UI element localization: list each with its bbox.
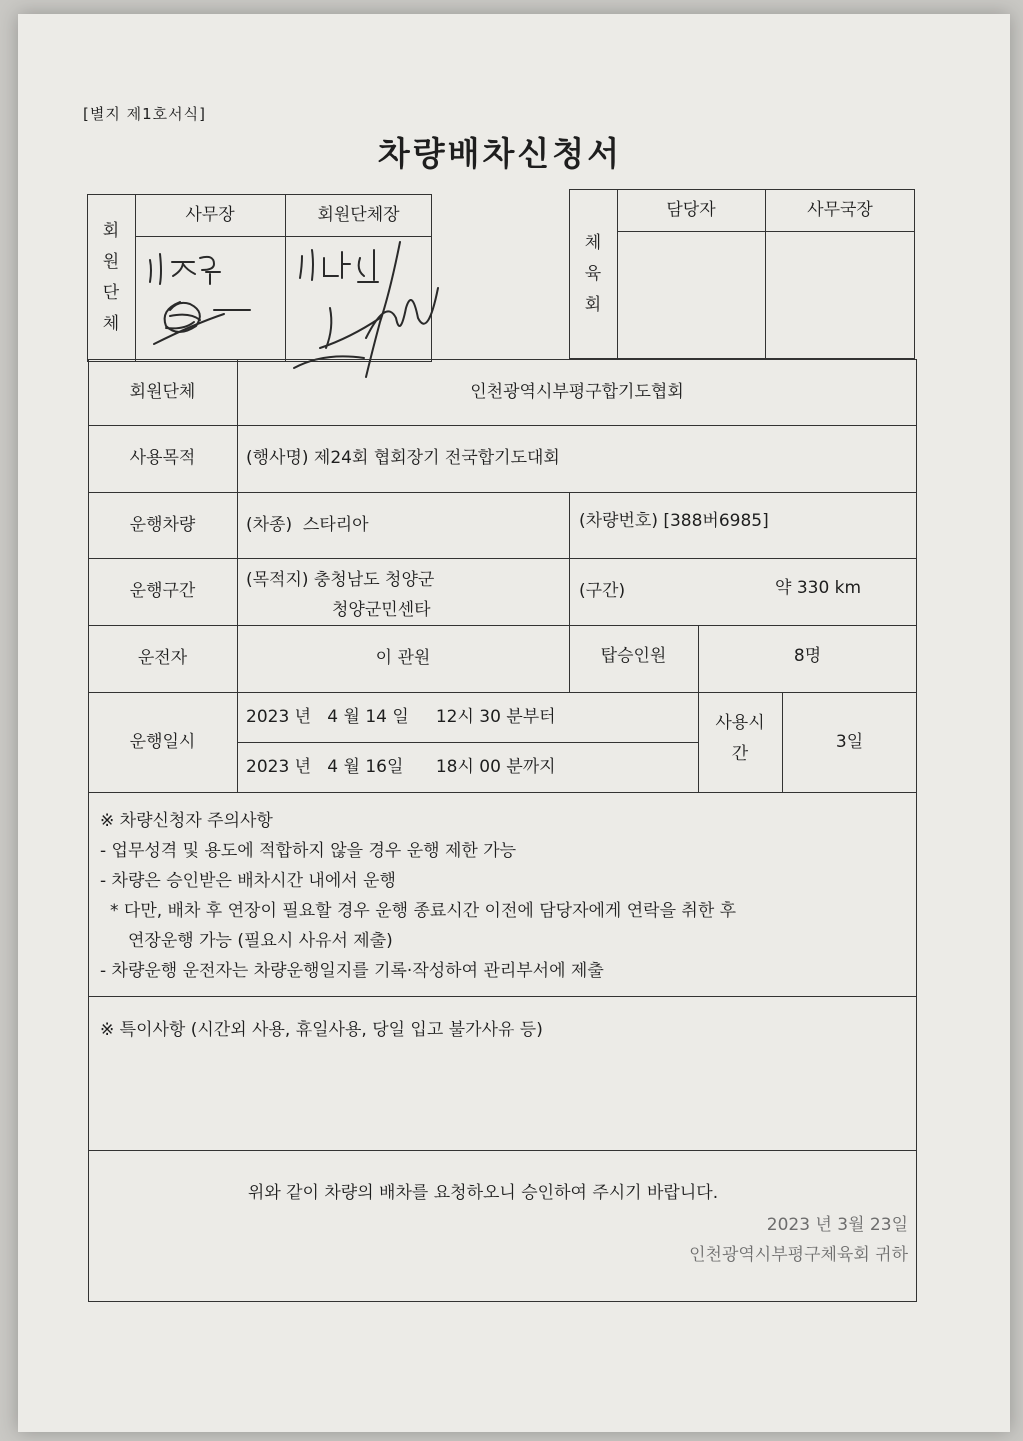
sports-council-group-label: 체 육 회 bbox=[584, 232, 602, 315]
notes-heading: ※ 차량신청자 주의사항 bbox=[100, 811, 273, 831]
document-title: 차량배차신청서 bbox=[377, 134, 623, 173]
request-date: 2023 년 3월 23일 bbox=[766, 1215, 908, 1235]
addressee: 인천광역시부평구체육회 귀하 bbox=[689, 1245, 908, 1265]
org-label: 회원단체 bbox=[129, 381, 196, 402]
passengers-label: 탑승인원 bbox=[600, 646, 667, 667]
notes-section bbox=[100, 806, 910, 986]
driver-value: 이 관원 bbox=[375, 648, 431, 669]
purpose-value: (행사명) 제24회 협회장기 전국합기도대회 bbox=[246, 448, 560, 469]
member-group-label: 회 원 단 체 bbox=[102, 221, 120, 334]
request-statement: 위와 같이 차량의 배차를 요청하오니 승인하여 주시기 바랍니다. bbox=[247, 1183, 719, 1203]
vehicle-number: (차량번호) [388버6985] bbox=[579, 510, 769, 531]
datetime-label: 운행일시 bbox=[129, 731, 196, 752]
note-item: - 차량은 승인받은 배차시간 내에서 운행 bbox=[100, 871, 396, 891]
form-number: [별지 제1호서식] bbox=[83, 105, 206, 123]
route-distance: 약 330 km bbox=[775, 578, 862, 599]
president-label: 회원단체장 bbox=[317, 204, 400, 225]
route-section-label: (구간) bbox=[579, 581, 626, 602]
route-label: 운행구간 bbox=[129, 581, 196, 602]
datetime-from: 2023 년 4 월 14 일 12시 30 분부터 bbox=[246, 706, 556, 727]
note-item: - 차량운행 운전자는 차량운행일지를 기록·작성하여 관리부서에 제출 bbox=[100, 961, 604, 981]
secretary-label: 사무장 bbox=[185, 204, 235, 225]
secretary-general-label: 사무국장 bbox=[807, 199, 873, 220]
vehicle-label: 운행차량 bbox=[129, 514, 196, 535]
org-value: 인천광역시부평구합기도협회 bbox=[470, 381, 684, 402]
note-item: - 업무성격 및 용도에 적합하지 않을 경우 운행 제한 가능 bbox=[100, 841, 517, 861]
special-notes-heading: ※ 특이사항 (시간외 사용, 휴일사용, 당일 입고 불가사유 등) bbox=[100, 1020, 543, 1040]
usage-time-label: 사용시 간 bbox=[715, 713, 765, 764]
note-item: 연장운행 가능 (필요시 사유서 제출) bbox=[128, 931, 393, 951]
secretary-signature bbox=[140, 240, 280, 360]
datetime-to: 2023 년 4 월 16일 18시 00 분까지 bbox=[246, 756, 556, 777]
vehicle-type: (차종) 스타리아 bbox=[246, 514, 369, 535]
purpose-label: 사용목적 bbox=[129, 448, 196, 469]
usage-time-value: 3일 bbox=[835, 731, 864, 752]
note-item: * 다만, 배차 후 연장이 필요할 경우 운행 종료시간 이전에 담당자에게 연락을 취한 후 bbox=[110, 901, 737, 921]
passengers-value: 8명 bbox=[793, 646, 822, 667]
staff-label: 담당자 bbox=[666, 199, 716, 220]
route-destination: (목적지) 충청남도 청양군 청양군민센타 bbox=[246, 570, 435, 620]
driver-label: 운전자 bbox=[137, 648, 188, 669]
